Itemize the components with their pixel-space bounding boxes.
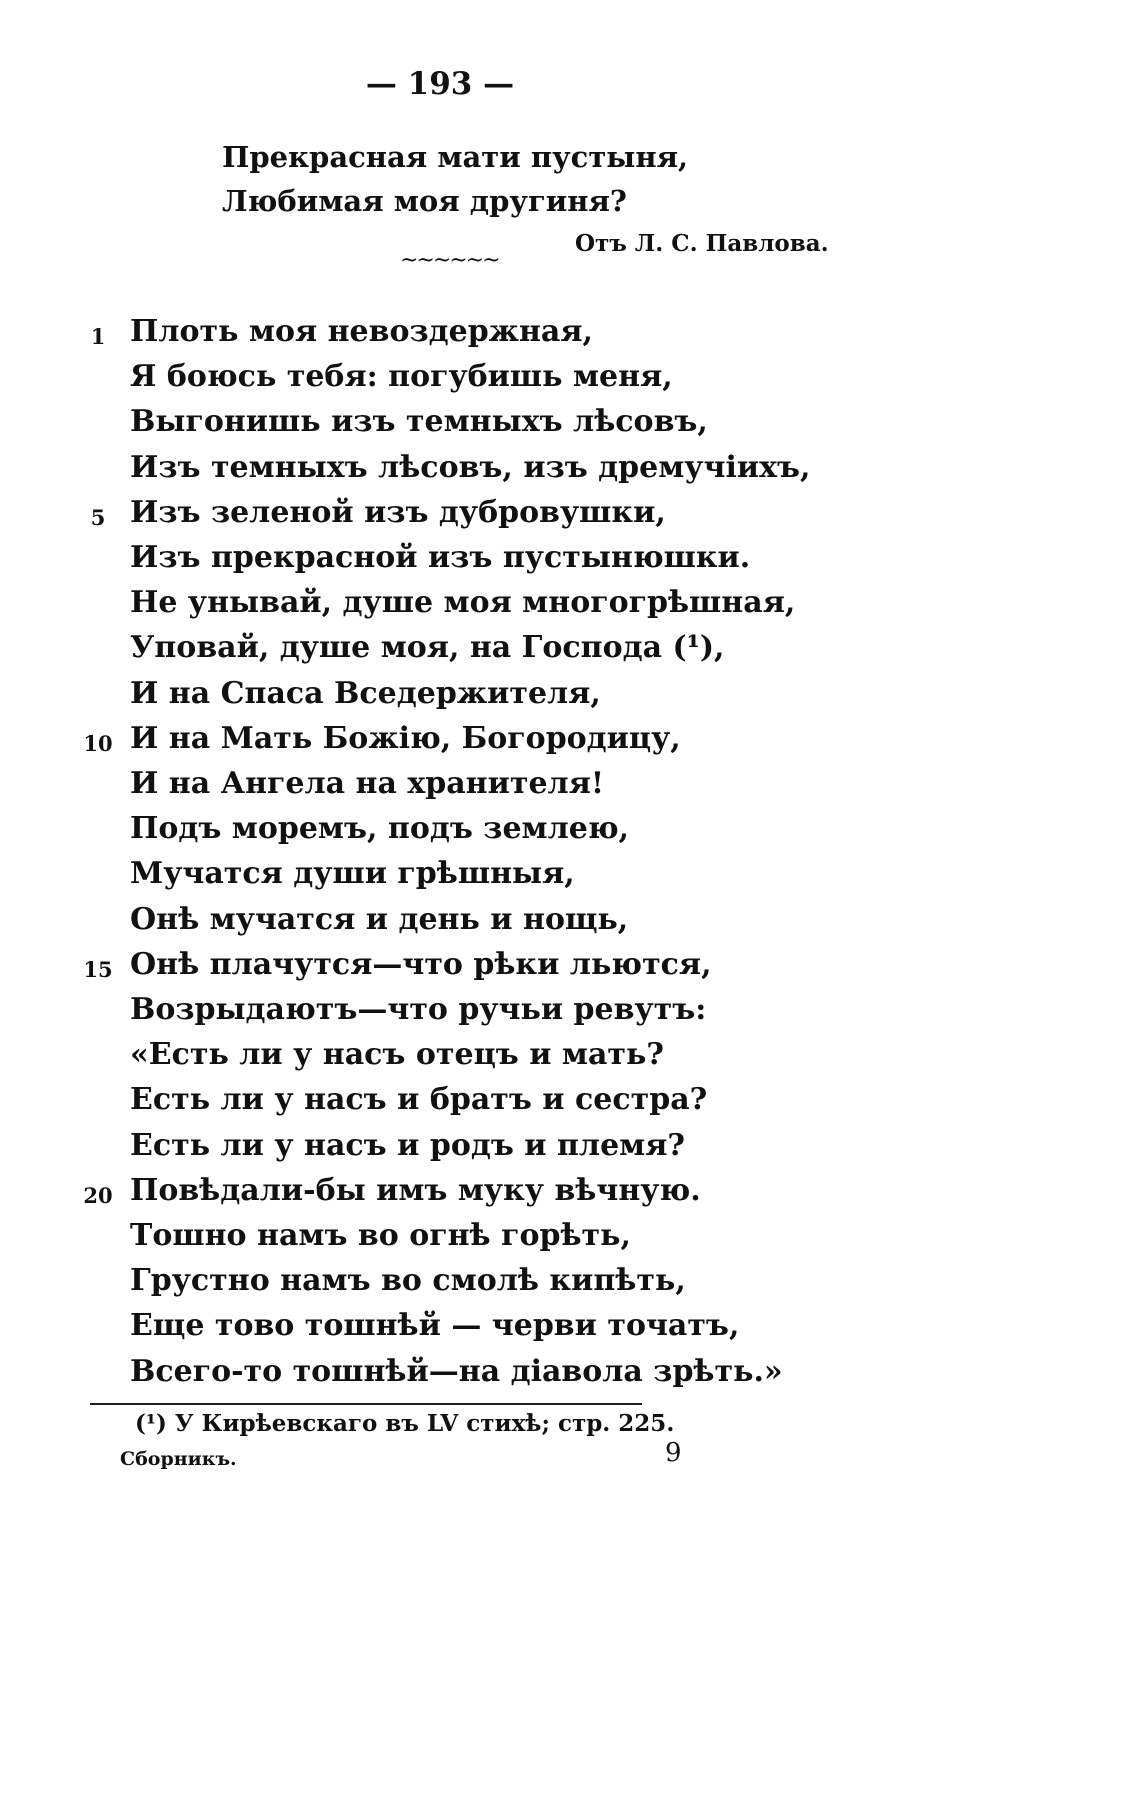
verse-line [0, 1037, 1000, 1081]
verse-text: Плоть моя невоздержная, [130, 314, 593, 349]
footnote-rule [90, 1403, 642, 1405]
verse-text: Возрыдаютъ—что ручьи ревутъ: [130, 992, 707, 1027]
verse-line [0, 992, 1000, 1036]
verse-text: Есть ли у насъ и родъ и племя? [130, 1128, 685, 1163]
verse-line [0, 811, 1000, 855]
verse-text: Тошно намъ во огнѣ горѣть, [130, 1218, 631, 1253]
verse-text: «Есть ли у насъ отецъ и мать? [130, 1037, 664, 1072]
line-number: 20 [83, 1183, 113, 1208]
verse-line [0, 1218, 1000, 1262]
signature-mark: Сборникъ. [120, 1448, 237, 1470]
verse-line [0, 1308, 1000, 1352]
verse-text: И на Спаса Вседержителя, [130, 676, 601, 711]
line-number: 10 [83, 731, 113, 756]
verse-text: И на Ангела на хранителя! [130, 766, 605, 801]
verse-text: Онѣ плачутся—что рѣки льются, [130, 947, 712, 982]
verse-line [0, 1354, 1000, 1398]
footnote: (¹) У Кирѣевскаго въ LV стихѣ; стр. 225. [135, 1410, 675, 1437]
verse-line [0, 314, 1000, 358]
verse-line [0, 1128, 1000, 1172]
verse-line [0, 1173, 1000, 1217]
verse-line [0, 1082, 1000, 1126]
sheet-number: 9 [665, 1438, 682, 1468]
verse-text: Я боюсь тебя: погубишь меня, [130, 359, 673, 394]
verse-line [0, 359, 1000, 403]
line-number: 15 [83, 957, 113, 982]
verse-line [0, 495, 1000, 539]
verse-text: Онѣ мучатся и день и нощь, [130, 902, 629, 937]
line-number: 5 [90, 505, 106, 530]
verse-text: Уповай, душе моя, на Господа (¹), [130, 630, 725, 665]
verse-line [0, 630, 1000, 674]
verse-text: Изъ прекрасной изъ пустынюшки. [130, 540, 751, 575]
verse-line [0, 721, 1000, 765]
line-number: 1 [90, 324, 106, 349]
epigraph-line: Любимая моя другиня? [222, 184, 627, 218]
epigraph-attribution: Отъ Л. С. Павлова. [575, 230, 829, 257]
verse-line [0, 450, 1000, 494]
verse-text: Есть ли у насъ и братъ и сестра? [130, 1082, 708, 1117]
verse-line [0, 676, 1000, 720]
verse-text: Подъ моремъ, подъ землею, [130, 811, 630, 846]
verse-text: Изъ темныхъ лѣсовъ, изъ дремучіихъ, [130, 450, 811, 485]
ornamental-divider: ~~~~~~ [400, 248, 499, 273]
page-number: — 193 — [365, 66, 515, 102]
verse-line [0, 856, 1000, 900]
epigraph-line: Прекрасная мати пустыня, [222, 140, 689, 174]
verse-line [0, 540, 1000, 584]
verse-text: Грустно намъ во смолѣ кипѣть, [130, 1263, 686, 1298]
verse-line [0, 766, 1000, 810]
verse-text: Повѣдали-бы имъ муку вѣчную. [130, 1173, 701, 1208]
verse-text: Всего-то тошнѣй—на діавола зрѣть.» [130, 1354, 783, 1389]
verse-line [0, 585, 1000, 629]
verse-line [0, 1263, 1000, 1307]
verse-text: Еще тово тошнѣй — черви точатъ, [130, 1308, 740, 1343]
verse-line [0, 947, 1000, 991]
verse-line [0, 404, 1000, 448]
verse-text: Изъ зеленой изъ дубровушки, [130, 495, 666, 530]
verse-line [0, 902, 1000, 946]
verse-text: Мучатся души грѣшныя, [130, 856, 575, 891]
verse-text: И на Мать Божію, Богородицу, [130, 721, 681, 756]
verse-text: Не унывай, душе моя многогрѣшная, [130, 585, 796, 620]
verse-text: Выгонишь изъ темныхъ лѣсовъ, [130, 404, 708, 439]
